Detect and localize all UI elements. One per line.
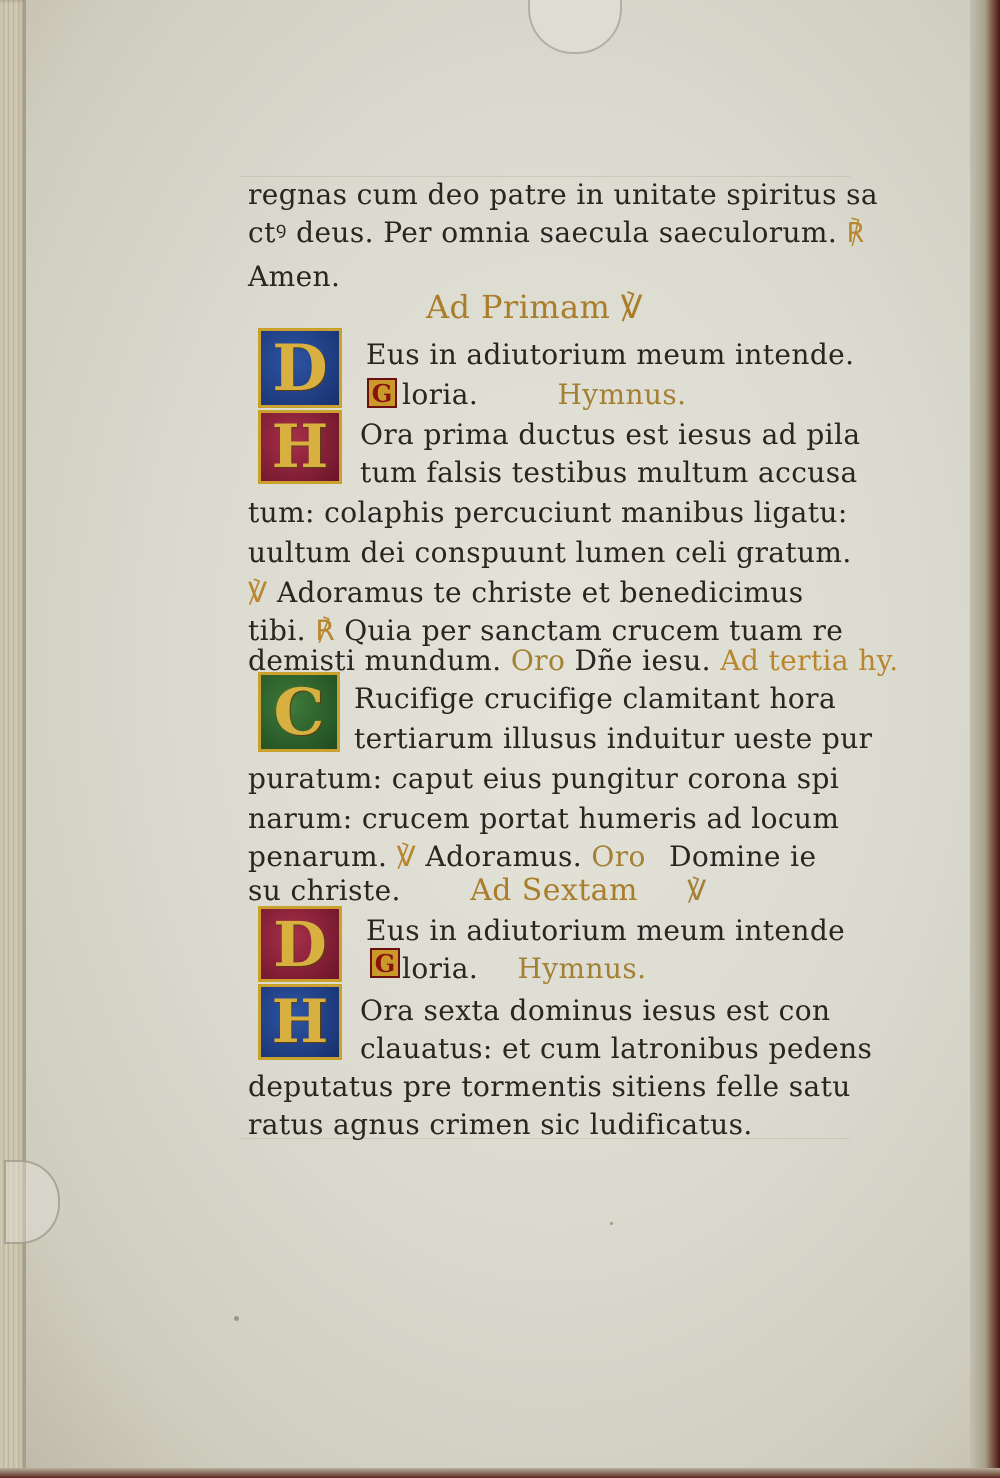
text-line: ℣ Adoramus te christe et benedicimus xyxy=(248,576,804,609)
right-binding-edge xyxy=(970,0,1000,1478)
text-line: ctꝰ deus. Per omnia saecula saeculorum. ℟ xyxy=(248,216,864,249)
ad-tertia-rubric: Ad tertia hy. xyxy=(720,644,899,677)
illuminated-initial-h: H xyxy=(258,410,342,484)
text-line: uultum dei conspuunt lumen celi gratum. xyxy=(248,536,852,569)
text-line: tum: colaphis percuciunt manibus ligatu: xyxy=(248,496,848,529)
rubric-heading: Ad Sextam xyxy=(470,873,638,908)
text-line: Ora sexta dominus iesus est con xyxy=(360,994,831,1027)
text-line: loria. Hymnus. xyxy=(402,378,687,411)
small-initial-g: G xyxy=(370,948,400,978)
text-line: tum falsis testibus multum accusa xyxy=(360,456,858,489)
response-rubric: ℟ xyxy=(846,216,864,249)
text-line: Eus in adiutorium meum intende. xyxy=(366,338,855,371)
illuminated-initial-d: D xyxy=(258,328,342,408)
response-rubric: ℟ xyxy=(315,614,335,647)
text-line: Amen. xyxy=(248,260,341,293)
small-initial-g: G xyxy=(367,378,397,408)
text-line: deputatus pre tormentis sitiens felle satu xyxy=(248,1070,851,1103)
text-line: su christe. Ad Sextam ℣ xyxy=(248,873,707,908)
top-tab-mark xyxy=(528,0,622,54)
left-page-edges xyxy=(0,0,26,1478)
left-tab-mark xyxy=(4,1160,60,1244)
text-line: tertiarum illusus induitur ueste pur xyxy=(354,722,873,755)
hymnus-rubric: Hymnus. xyxy=(517,952,647,985)
text-line: regnas cum deo patre in unitate spiritus sa xyxy=(248,178,879,211)
text-line: Eus in adiutorium meum intende xyxy=(366,914,846,947)
illuminated-initial-h: H xyxy=(258,984,342,1060)
text-line: clauatus: et cum latronibus pedens xyxy=(360,1032,873,1065)
stain-spot xyxy=(610,1222,613,1225)
bottom-edge xyxy=(0,1468,1000,1478)
stain-spot xyxy=(234,1316,239,1321)
illuminated-initial-c: C xyxy=(258,672,340,752)
text-line: demisti mundum. Oro Dñe iesu. Ad tertia hy. xyxy=(248,644,899,677)
text-line: Ora prima ductus est iesus ad pila xyxy=(360,418,861,451)
text-line: tibi. ℟ Quia per sanctam crucem tuam re xyxy=(248,614,844,647)
text-line: ratus agnus crimen sic ludificatus. xyxy=(248,1108,753,1141)
illuminated-initial-d: D xyxy=(258,906,342,982)
hymnus-rubric: Hymnus. xyxy=(557,378,687,411)
rubric-heading: Ad Primam ℣ xyxy=(426,288,644,326)
text-line: loria. Hymnus. xyxy=(402,952,647,985)
text-line: penarum. ℣ Adoramus. Oro Domine ie xyxy=(248,840,817,873)
text-line: puratum: caput eius pungitur corona spi xyxy=(248,762,840,795)
text-line: Rucifige crucifige clamitant hora xyxy=(354,682,837,715)
versicle-rubric: ℣ xyxy=(396,840,417,873)
versicle-rubric: ℣ xyxy=(248,576,268,609)
text-line: narum: crucem portat humeris ad locum xyxy=(248,802,840,835)
